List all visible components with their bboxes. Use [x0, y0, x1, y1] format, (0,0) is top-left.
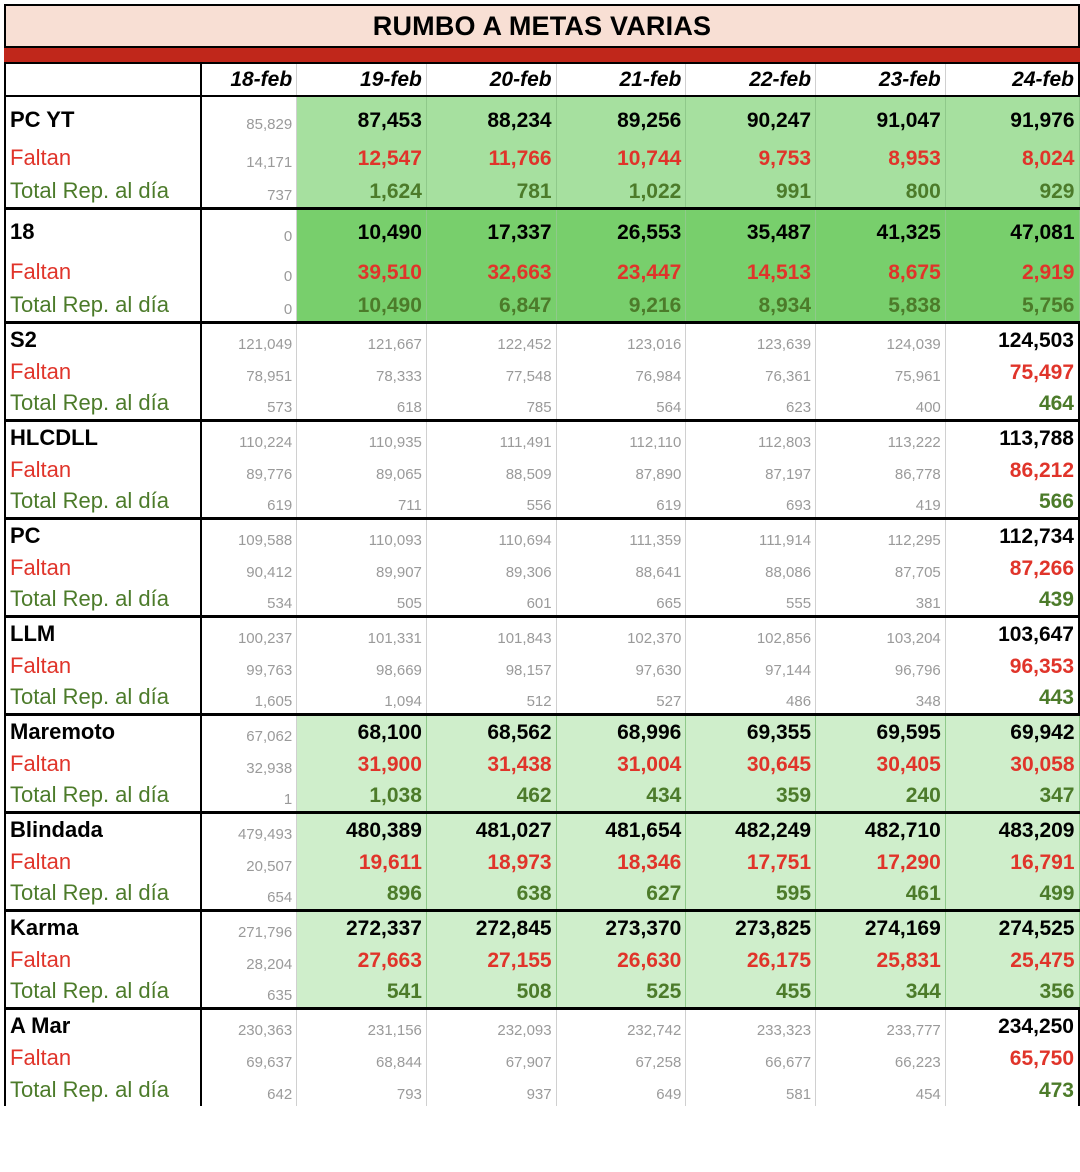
value-cell[interactable]: 121,049 [201, 322, 297, 356]
total-cell[interactable]: 937 [426, 1074, 556, 1106]
total-cell[interactable]: 5,756 [945, 288, 1079, 322]
value-cell[interactable]: 91,047 [816, 96, 946, 136]
total-cell[interactable]: 654 [201, 878, 297, 910]
group-name[interactable]: Blindada [5, 812, 201, 846]
faltan-cell[interactable]: 66,223 [816, 1042, 946, 1074]
value-cell[interactable]: 482,710 [816, 812, 946, 846]
value-cell[interactable]: 89,256 [556, 96, 686, 136]
faltan-cell[interactable]: 89,907 [297, 552, 427, 584]
total-cell[interactable]: 356 [945, 976, 1079, 1008]
total-cell[interactable]: 601 [426, 584, 556, 616]
value-cell[interactable]: 274,169 [816, 910, 946, 944]
date-header[interactable]: 20-feb [426, 64, 556, 96]
total-cell[interactable]: 929 [945, 174, 1079, 208]
total-cell[interactable]: 454 [816, 1074, 946, 1106]
total-cell[interactable]: 991 [686, 174, 816, 208]
faltan-row [5, 846, 1079, 878]
value-cell[interactable]: 101,843 [426, 616, 556, 650]
total-cell[interactable]: 525 [556, 976, 686, 1008]
value-cell[interactable]: 123,016 [556, 322, 686, 356]
total-cell[interactable]: 486 [686, 682, 816, 714]
value-cell[interactable]: 10,490 [297, 208, 427, 248]
total-cell[interactable]: 619 [201, 486, 297, 518]
faltan-cell[interactable]: 19,611 [297, 846, 427, 878]
faltan-row [5, 136, 1079, 174]
date-header[interactable]: 24-feb [945, 64, 1079, 96]
value-cell[interactable]: 67,062 [201, 714, 297, 748]
faltan-cell[interactable]: 31,438 [426, 748, 556, 780]
value-cell[interactable]: 68,100 [297, 714, 427, 748]
date-header-row [5, 64, 1079, 96]
total-cell[interactable]: 635 [201, 976, 297, 1008]
total-cell[interactable]: 1,038 [297, 780, 427, 812]
value-cell[interactable]: 122,452 [426, 322, 556, 356]
total-cell[interactable]: 240 [816, 780, 946, 812]
faltan-cell[interactable]: 86,778 [816, 454, 946, 486]
total-cell[interactable]: 785 [426, 388, 556, 420]
faltan-cell[interactable]: 98,157 [426, 650, 556, 682]
total-label[interactable]: Total Rep. al día [5, 584, 201, 616]
table-body [5, 64, 1079, 1106]
total-cell[interactable]: 711 [297, 486, 427, 518]
faltan-row [5, 650, 1079, 682]
value-cell[interactable]: 109,588 [201, 518, 297, 552]
faltan-label[interactable]: Faltan [5, 1042, 201, 1074]
value-cell[interactable]: 69,595 [816, 714, 946, 748]
group-row [5, 1008, 1079, 1042]
data-table [4, 64, 1080, 1106]
group-row [5, 208, 1079, 248]
faltan-cell[interactable]: 26,630 [556, 944, 686, 976]
faltan-cell[interactable]: 75,961 [816, 356, 946, 388]
faltan-cell[interactable]: 69,637 [201, 1042, 297, 1074]
faltan-cell[interactable]: 25,831 [816, 944, 946, 976]
faltan-cell[interactable]: 87,890 [556, 454, 686, 486]
faltan-row [5, 248, 1079, 288]
total-cell[interactable]: 462 [426, 780, 556, 812]
total-cell[interactable]: 434 [556, 780, 686, 812]
total-cell[interactable]: 642 [201, 1074, 297, 1106]
value-cell[interactable]: 481,027 [426, 812, 556, 846]
value-cell[interactable]: 231,156 [297, 1008, 427, 1042]
value-cell[interactable]: 233,777 [816, 1008, 946, 1042]
faltan-cell[interactable]: 67,907 [426, 1042, 556, 1074]
value-cell[interactable]: 230,363 [201, 1008, 297, 1042]
faltan-cell[interactable]: 26,175 [686, 944, 816, 976]
total-label[interactable]: Total Rep. al día [5, 780, 201, 812]
total-cell[interactable]: 581 [686, 1074, 816, 1106]
faltan-cell[interactable]: 25,475 [945, 944, 1079, 976]
value-cell[interactable]: 85,829 [201, 96, 297, 136]
faltan-cell[interactable]: 32,663 [426, 248, 556, 288]
total-cell[interactable]: 499 [945, 878, 1079, 910]
faltan-cell[interactable]: 27,663 [297, 944, 427, 976]
group-name[interactable]: HLCDLL [5, 420, 201, 454]
faltan-cell[interactable]: 90,412 [201, 552, 297, 584]
faltan-cell[interactable]: 75,497 [945, 356, 1079, 388]
faltan-cell[interactable]: 28,204 [201, 944, 297, 976]
faltan-cell[interactable]: 99,763 [201, 650, 297, 682]
value-cell[interactable]: 112,295 [816, 518, 946, 552]
total-label[interactable]: Total Rep. al día [5, 486, 201, 518]
faltan-cell[interactable]: 76,984 [556, 356, 686, 388]
value-cell[interactable]: 483,209 [945, 812, 1079, 846]
total-row [5, 976, 1079, 1008]
group-name[interactable]: PC YT [5, 96, 201, 136]
faltan-cell[interactable]: 18,973 [426, 846, 556, 878]
group-row [5, 910, 1079, 944]
faltan-cell[interactable]: 86,212 [945, 454, 1079, 486]
total-cell[interactable]: 1,624 [297, 174, 427, 208]
group-row [5, 322, 1079, 356]
value-cell[interactable]: 103,647 [945, 616, 1079, 650]
value-cell[interactable]: 273,825 [686, 910, 816, 944]
value-cell[interactable]: 110,694 [426, 518, 556, 552]
value-cell[interactable]: 17,337 [426, 208, 556, 248]
value-cell[interactable]: 90,247 [686, 96, 816, 136]
faltan-cell[interactable]: 88,086 [686, 552, 816, 584]
value-cell[interactable]: 112,803 [686, 420, 816, 454]
value-cell[interactable]: 91,976 [945, 96, 1079, 136]
value-cell[interactable]: 0 [201, 208, 297, 248]
total-cell[interactable]: 800 [816, 174, 946, 208]
faltan-cell[interactable]: 30,058 [945, 748, 1079, 780]
value-cell[interactable]: 102,370 [556, 616, 686, 650]
faltan-cell[interactable]: 30,405 [816, 748, 946, 780]
faltan-row [5, 1042, 1079, 1074]
value-cell[interactable]: 47,081 [945, 208, 1079, 248]
value-cell[interactable]: 35,487 [686, 208, 816, 248]
date-header[interactable]: 19-feb [297, 64, 427, 96]
total-cell[interactable]: 555 [686, 584, 816, 616]
date-header[interactable]: 21-feb [556, 64, 686, 96]
value-cell[interactable]: 232,742 [556, 1008, 686, 1042]
group-row [5, 714, 1079, 748]
total-cell[interactable]: 455 [686, 976, 816, 1008]
faltan-cell[interactable]: 17,751 [686, 846, 816, 878]
total-label[interactable]: Total Rep. al día [5, 682, 201, 714]
group-name[interactable]: 18 [5, 208, 201, 248]
total-cell[interactable]: 8,934 [686, 288, 816, 322]
total-cell[interactable]: 534 [201, 584, 297, 616]
total-cell[interactable]: 505 [297, 584, 427, 616]
total-cell[interactable]: 541 [297, 976, 427, 1008]
value-cell[interactable]: 100,237 [201, 616, 297, 650]
group-row [5, 812, 1079, 846]
faltan-cell[interactable]: 11,766 [426, 136, 556, 174]
total-cell[interactable]: 618 [297, 388, 427, 420]
faltan-row [5, 356, 1079, 388]
faltan-cell[interactable]: 78,333 [297, 356, 427, 388]
value-cell[interactable]: 480,389 [297, 812, 427, 846]
value-cell[interactable]: 271,796 [201, 910, 297, 944]
faltan-label[interactable]: Faltan [5, 846, 201, 878]
total-cell[interactable]: 793 [297, 1074, 427, 1106]
faltan-cell[interactable]: 87,266 [945, 552, 1079, 584]
total-row [5, 878, 1079, 910]
total-cell[interactable]: 665 [556, 584, 686, 616]
total-cell[interactable]: 439 [945, 584, 1079, 616]
value-cell[interactable]: 26,553 [556, 208, 686, 248]
faltan-cell[interactable]: 97,630 [556, 650, 686, 682]
group-row [5, 420, 1079, 454]
faltan-cell[interactable]: 0 [201, 248, 297, 288]
faltan-row [5, 944, 1079, 976]
faltan-cell[interactable]: 87,705 [816, 552, 946, 584]
faltan-row [5, 552, 1079, 584]
total-cell[interactable]: 573 [201, 388, 297, 420]
faltan-label[interactable]: Faltan [5, 748, 201, 780]
total-cell[interactable]: 419 [816, 486, 946, 518]
faltan-cell[interactable]: 96,796 [816, 650, 946, 682]
faltan-cell[interactable]: 88,509 [426, 454, 556, 486]
faltan-cell[interactable]: 96,353 [945, 650, 1079, 682]
total-cell[interactable]: 461 [816, 878, 946, 910]
total-label[interactable]: Total Rep. al día [5, 1074, 201, 1106]
faltan-cell[interactable]: 98,669 [297, 650, 427, 682]
value-cell[interactable]: 232,093 [426, 1008, 556, 1042]
value-cell[interactable]: 112,110 [556, 420, 686, 454]
value-cell[interactable]: 121,667 [297, 322, 427, 356]
total-cell[interactable]: 619 [556, 486, 686, 518]
value-cell[interactable]: 272,845 [426, 910, 556, 944]
total-cell[interactable]: 5,838 [816, 288, 946, 322]
value-cell[interactable]: 111,359 [556, 518, 686, 552]
total-row [5, 682, 1079, 714]
total-cell[interactable]: 1 [201, 780, 297, 812]
group-name[interactable]: LLM [5, 616, 201, 650]
total-label[interactable]: Total Rep. al día [5, 288, 201, 322]
total-cell[interactable]: 638 [426, 878, 556, 910]
total-cell[interactable]: 0 [201, 288, 297, 322]
value-cell[interactable]: 113,788 [945, 420, 1079, 454]
total-cell[interactable]: 347 [945, 780, 1079, 812]
faltan-cell[interactable]: 27,155 [426, 944, 556, 976]
faltan-cell[interactable]: 17,290 [816, 846, 946, 878]
total-label[interactable]: Total Rep. al día [5, 878, 201, 910]
faltan-cell[interactable]: 20,507 [201, 846, 297, 878]
faltan-cell[interactable]: 65,750 [945, 1042, 1079, 1074]
total-cell[interactable]: 512 [426, 682, 556, 714]
value-cell[interactable]: 68,996 [556, 714, 686, 748]
faltan-cell[interactable]: 12,547 [297, 136, 427, 174]
faltan-cell[interactable]: 67,258 [556, 1042, 686, 1074]
value-cell[interactable]: 110,093 [297, 518, 427, 552]
faltan-cell[interactable]: 87,197 [686, 454, 816, 486]
total-row [5, 780, 1079, 812]
total-cell[interactable]: 443 [945, 682, 1079, 714]
total-row [5, 1074, 1079, 1106]
faltan-cell[interactable]: 31,900 [297, 748, 427, 780]
group-name[interactable]: Karma [5, 910, 201, 944]
value-cell[interactable]: 111,914 [686, 518, 816, 552]
value-cell[interactable]: 112,734 [945, 518, 1079, 552]
total-cell[interactable]: 1,022 [556, 174, 686, 208]
date-header[interactable]: 22-feb [686, 64, 816, 96]
faltan-cell[interactable]: 16,791 [945, 846, 1079, 878]
faltan-label[interactable]: Faltan [5, 356, 201, 388]
total-cell[interactable]: 359 [686, 780, 816, 812]
faltan-cell[interactable]: 9,753 [686, 136, 816, 174]
group-name[interactable]: Maremoto [5, 714, 201, 748]
value-cell[interactable]: 273,370 [556, 910, 686, 944]
title-red-bar [4, 48, 1080, 64]
value-cell[interactable]: 113,222 [816, 420, 946, 454]
faltan-label[interactable]: Faltan [5, 136, 201, 174]
group-name[interactable]: S2 [5, 322, 201, 356]
total-cell[interactable]: 348 [816, 682, 946, 714]
group-name[interactable]: PC [5, 518, 201, 552]
total-label[interactable]: Total Rep. al día [5, 388, 201, 420]
value-cell[interactable]: 68,562 [426, 714, 556, 748]
value-cell[interactable]: 234,250 [945, 1008, 1079, 1042]
total-cell[interactable]: 10,490 [297, 288, 427, 322]
value-cell[interactable]: 102,856 [686, 616, 816, 650]
faltan-label[interactable]: Faltan [5, 552, 201, 584]
total-cell[interactable]: 1,094 [297, 682, 427, 714]
value-cell[interactable]: 233,323 [686, 1008, 816, 1042]
faltan-cell[interactable]: 76,361 [686, 356, 816, 388]
value-cell[interactable]: 481,654 [556, 812, 686, 846]
value-cell[interactable]: 41,325 [816, 208, 946, 248]
total-label[interactable]: Total Rep. al día [5, 976, 201, 1008]
total-cell[interactable]: 649 [556, 1074, 686, 1106]
total-label[interactable]: Total Rep. al día [5, 174, 201, 208]
faltan-cell[interactable]: 89,306 [426, 552, 556, 584]
value-cell[interactable]: 110,224 [201, 420, 297, 454]
faltan-cell[interactable]: 78,951 [201, 356, 297, 388]
value-cell[interactable]: 103,204 [816, 616, 946, 650]
faltan-cell[interactable]: 77,548 [426, 356, 556, 388]
faltan-cell[interactable]: 31,004 [556, 748, 686, 780]
total-row [5, 174, 1079, 208]
total-cell[interactable]: 556 [426, 486, 556, 518]
total-cell[interactable]: 623 [686, 388, 816, 420]
date-header[interactable]: 23-feb [816, 64, 946, 96]
faltan-cell[interactable]: 8,953 [816, 136, 946, 174]
value-cell[interactable]: 272,337 [297, 910, 427, 944]
faltan-cell[interactable]: 14,513 [686, 248, 816, 288]
total-cell[interactable]: 896 [297, 878, 427, 910]
faltan-label[interactable]: Faltan [5, 650, 201, 682]
value-cell[interactable]: 69,942 [945, 714, 1079, 748]
total-cell[interactable]: 737 [201, 174, 297, 208]
value-cell[interactable]: 110,935 [297, 420, 427, 454]
total-cell[interactable]: 527 [556, 682, 686, 714]
faltan-cell[interactable]: 10,744 [556, 136, 686, 174]
faltan-label[interactable]: Faltan [5, 454, 201, 486]
faltan-label[interactable]: Faltan [5, 944, 201, 976]
total-cell[interactable]: 9,216 [556, 288, 686, 322]
total-row [5, 486, 1079, 518]
sheet-title: RUMBO A METAS VARIAS [4, 4, 1080, 48]
value-cell[interactable]: 123,639 [686, 322, 816, 356]
total-cell[interactable]: 344 [816, 976, 946, 1008]
faltan-cell[interactable]: 39,510 [297, 248, 427, 288]
faltan-cell[interactable]: 88,641 [556, 552, 686, 584]
faltan-cell[interactable]: 18,346 [556, 846, 686, 878]
faltan-label[interactable]: Faltan [5, 248, 201, 288]
value-cell[interactable]: 124,039 [816, 322, 946, 356]
total-row [5, 388, 1079, 420]
faltan-cell[interactable]: 8,675 [816, 248, 946, 288]
value-cell[interactable]: 111,491 [426, 420, 556, 454]
faltan-cell[interactable]: 89,776 [201, 454, 297, 486]
group-row [5, 96, 1079, 136]
total-cell[interactable]: 464 [945, 388, 1079, 420]
faltan-cell[interactable]: 8,024 [945, 136, 1079, 174]
value-cell[interactable]: 274,525 [945, 910, 1079, 944]
value-cell[interactable]: 124,503 [945, 322, 1079, 356]
total-cell[interactable]: 400 [816, 388, 946, 420]
faltan-cell[interactable]: 2,919 [945, 248, 1079, 288]
faltan-row [5, 748, 1079, 780]
group-row [5, 518, 1079, 552]
group-row [5, 616, 1079, 650]
faltan-cell[interactable]: 14,171 [201, 136, 297, 174]
value-cell[interactable]: 87,453 [297, 96, 427, 136]
total-row [5, 584, 1079, 616]
faltan-cell[interactable]: 23,447 [556, 248, 686, 288]
total-row [5, 288, 1079, 322]
total-cell[interactable]: 473 [945, 1074, 1079, 1106]
faltan-cell[interactable]: 66,677 [686, 1042, 816, 1074]
faltan-cell[interactable]: 32,938 [201, 748, 297, 780]
total-cell[interactable]: 693 [686, 486, 816, 518]
group-name[interactable]: A Mar [5, 1008, 201, 1042]
value-cell[interactable]: 101,331 [297, 616, 427, 650]
header-corner-cell[interactable] [5, 64, 201, 96]
faltan-cell[interactable]: 30,645 [686, 748, 816, 780]
total-cell[interactable]: 595 [686, 878, 816, 910]
value-cell[interactable]: 88,234 [426, 96, 556, 136]
total-cell[interactable]: 6,847 [426, 288, 556, 322]
total-cell[interactable]: 508 [426, 976, 556, 1008]
faltan-cell[interactable]: 89,065 [297, 454, 427, 486]
value-cell[interactable]: 482,249 [686, 812, 816, 846]
total-cell[interactable]: 627 [556, 878, 686, 910]
faltan-cell[interactable]: 97,144 [686, 650, 816, 682]
value-cell[interactable]: 479,493 [201, 812, 297, 846]
value-cell[interactable]: 69,355 [686, 714, 816, 748]
date-header[interactable]: 18-feb [201, 64, 297, 96]
total-cell[interactable]: 566 [945, 486, 1079, 518]
faltan-cell[interactable]: 68,844 [297, 1042, 427, 1074]
total-cell[interactable]: 564 [556, 388, 686, 420]
total-cell[interactable]: 381 [816, 584, 946, 616]
total-cell[interactable]: 1,605 [201, 682, 297, 714]
total-cell[interactable]: 781 [426, 174, 556, 208]
faltan-row [5, 454, 1079, 486]
